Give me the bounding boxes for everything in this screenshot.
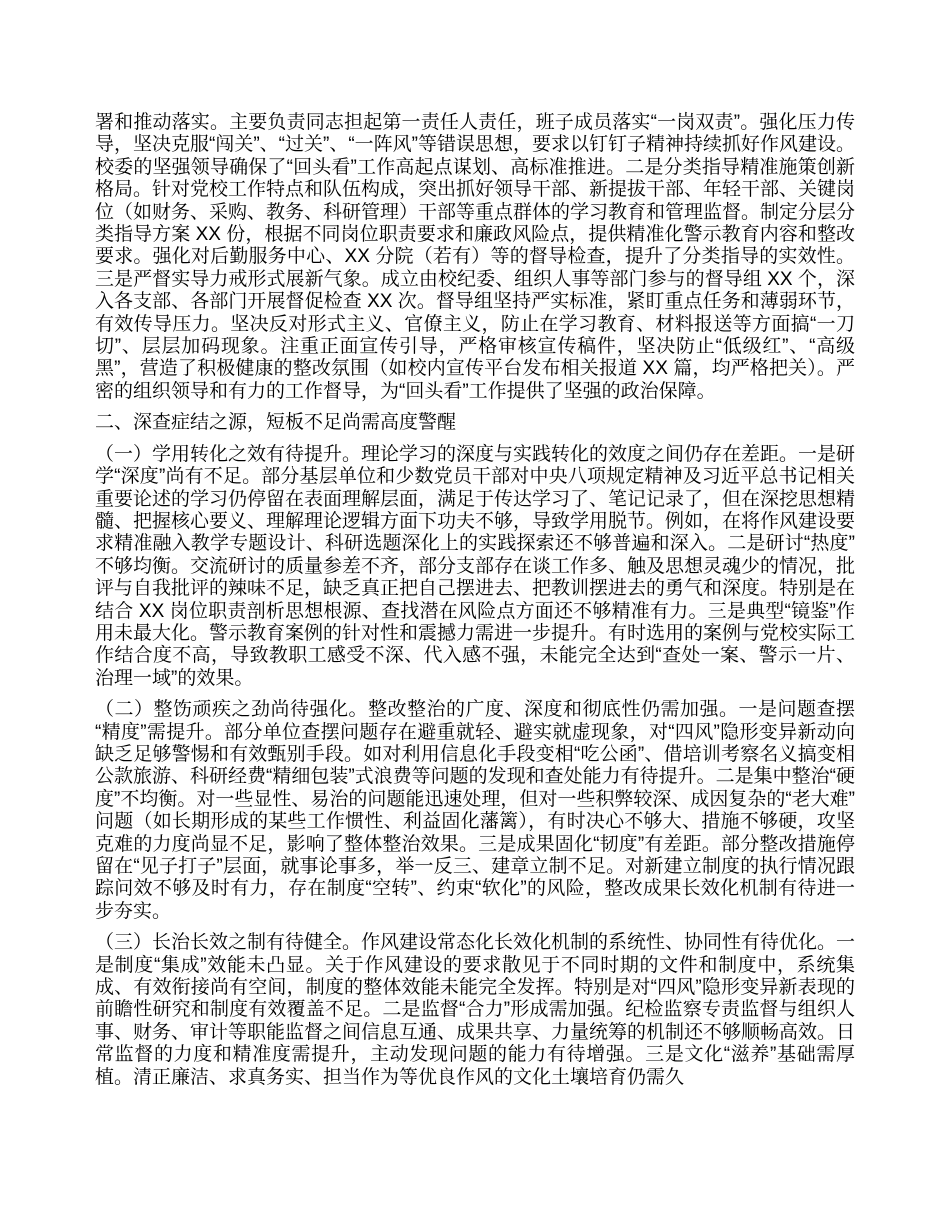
paragraph-work-deployment-continuation: 署和推动落实。主要负责同志担起第一责任人责任，班子成员落实“一岗双责”。强化压力传导，坚决克服“闯关”、“过关”、“一阵风”等错误思想，要求以钉钉子精神持续抓好作风建设。校委的坚强领导确保了“回头看”工作高起点谋划、高标准推进。二是分类指导精准施策创新格局。针对党校工作特点和队伍构成，突出抓好领导干部、新提拔干部、年轻干部、关键岗位（如财务、采购、教务、科研管理）干部等重点群体的学习教育和管理监督。制定分层分类指导方案 XX 份，根据不同岗位职责要求和廉政风险点，提供精准化警示教育内容和整改要求。强化对后勤服务中心、XX 分院（若有）等的督导检查，提升了分类指导的实效性。三是严督实导力戒形式展新气象。成立由校纪委、组织人事等部门参与的督导组 XX 个，深入各支部、各部门开展督促检查 XX 次。督导组坚持严实标准，紧盯重点任务和薄弱环节，有效传导压力。坚决反对形式主义、官僚主义，防止在学习教育、材料报送等方面搞“一刀切”、层层加码现象。注重正面宣传引导，严格审核宣传稿件，坚决防止“低级红”、“高级黑”，营造了积极健康的整改氛围（如校内宣传平台发布相关报道 XX 篇，均严格把关）。严密的组织领导和有力的工作督导，为“回头看”工作提供了坚强的政治保障。 [95,112,856,402]
section-heading-2: 二、深查症结之源，短板不足尚需高度警醒 [95,412,457,434]
paragraph-item-2-rectification-effort: （二）整饬顽疾之劲尚待强化。整改整治的广度、深度和彻底性仍需加强。一是问题查摆“精度”需提升。部分单位查摆问题存在避重就轻、避实就虚现象，对“四风”隐形变异新动向缺乏足够警惕和有效甄别手段。如对利用信息化手段变相“吃公函”、借培训考察名义搞变相公款旅游、科研经费“精细包装”式浪费等问题的发现和查处能力有待提升。二是集中整治“硬度”不均衡。对一些显性、易治的问题能迅速处理，但对一些积弊较深、成因复杂的“老大难”问题（如长期形成的某些工作惯性、利益固化藩篱），有时决心不够大、措施不够硬，攻坚克难的力度尚显不足，影响了整体整治效果。三是成果固化“韧度”有差距。部分整改措施停留在“见子打子”层面，就事论事多，举一反三、建章立制不足。对新建立制度的执行情况跟踪问效不够及时有力，存在制度“空转”、约束“软化”的风险，整改成果长效化机制有待进一步夯实。 [95,699,855,922]
paragraph-item-3-long-term-mechanism: （三）长治长效之制有待健全。作风建设常态化长效化机制的系统性、协同性有待优化。一是制度“集成”效能未凸显。关于作风建设的要求散见于不同时期的文件和制度中，系统集成、有效衔接尚有空间，制度的整体效能未能完全发挥。特别是对“四风”隐形变异新表现的前瞻性研究和制度有效覆盖不足。二是监督“合力”形成需加强。纪检监察专责监督与组织人事、财务、审计等职能监督之间信息互通、成果共享、力量统筹的机制还不够顺畅高效。日常监督的力度和精准度需提升，主动发现问题的能力有待增强。三是文化“滋养”基础需厚植。清正廉洁、求真务实、担当作为等优良作风的文化土壤培育仍需久 [95,932,856,1088]
paragraph-item-1-learning-transformation: （一）学用转化之效有待提升。理论学习的深度与实践转化的效度之间仍存在差距。一是研学“深度”尚有不足。部分基层单位和少数党员干部对中央八项规定精神及习近平总书记相关重要论述的学习仍停留在表面理解层面，满足于传达学习了、笔记记录了，但在深挖思想精髓、把握核心要义、理解理论逻辑方面下功夫不够，导致学用脱节。例如，在将作风建设要求精准融入教学专题设计、科研选题深化上的实践探索还不够普遍和深入。二是研讨“热度”不够均衡。交流研讨的质量参差不齐，部分支部存在谈工作多、触及思想灵魂少的情况，批评与自我批评的辣味不足，缺乏真正把自己摆进去、把教训摆进去的勇气和深度。特别是在结合 XX 岗位职责剖析思想根源、查找潜在风险点方面还不够精准有力。三是典型“镜鉴”作用未最大化。警示教育案例的针对性和震撼力需进一步提升。有时选用的案例与党校实际工作结合度不高，导致教职工感受不深、代入感不强，未能完全达到“查处一案、警示一片、治理一域”的效果。 [95,443,856,689]
